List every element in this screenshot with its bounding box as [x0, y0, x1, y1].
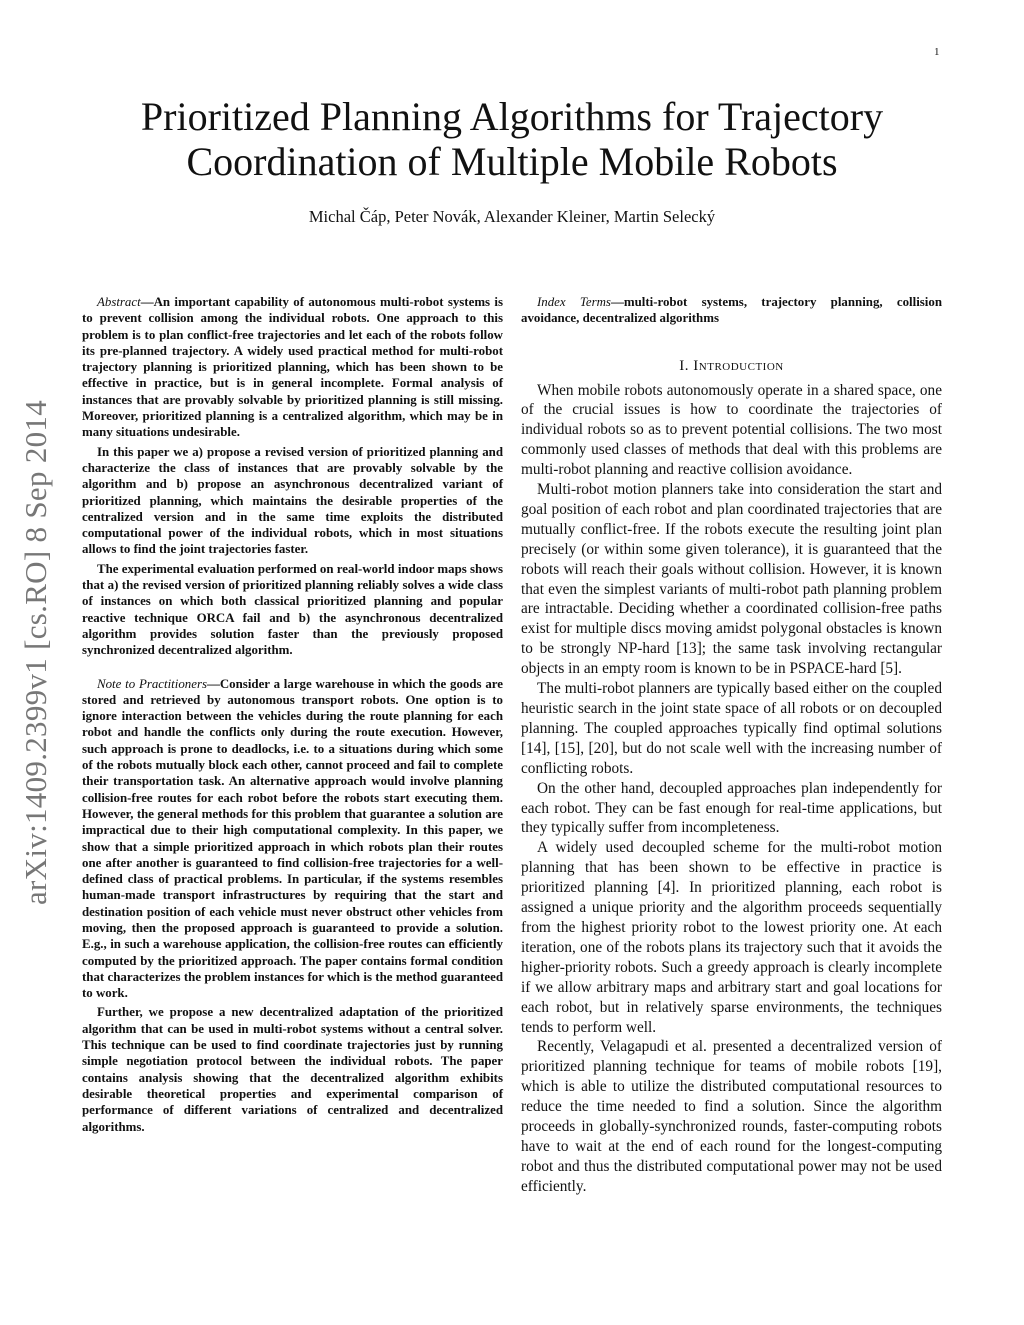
abstract-paragraph	[82, 294, 503, 441]
paper-title	[0, 94, 1024, 184]
title-line-2: Coordination of Multiple Mobile Robots	[186, 139, 838, 184]
section-heading	[521, 357, 942, 377]
note-paragraph	[82, 676, 503, 1002]
section-title: Introduction	[693, 357, 784, 374]
note-label: Note to Practitioners	[97, 676, 207, 691]
intro-paragraph: On the other hand, decoupled approaches plan independently for each robot. They can be fast enough for real-time applications, but they typically suffer from incompleteness.	[521, 779, 942, 837]
index-terms	[521, 294, 942, 327]
left-column	[82, 294, 503, 1138]
note-paragraph: Further, we propose a new decentralized adaptation of the prioritized algorithm that can be used in multi-robot systems without a central solver. This technique can be used to find coordinate trajectories just by running simple negotiation protocol between the individual robots. The paper contains analysis showing that the decentralized algorithm exhibits desirable theoretical properties and experimental comparison of performance of different variations of centralized and decentralized algorithms.	[82, 1005, 503, 1134]
intro-paragraph: Multi-robot motion planners take into consideration the start and goal position of each robot and plan coordinated trajectories that are mutually conflict-free. If the robots execute the resulting joint plan precisely (or within some given tolerance), it is guaranteed that the robots will reach their goals without collision. However, it is known that even the simplest variants of multi-robot path planning problem are intractable. Deciding whether a coordinated collision-free paths exist for multiple discs moving amidst polygonal obstacles is known to be strongly NP-hard [13]; the same task involving rectangular objects in an empty room is known to be in PSPACE-hard [5].	[521, 481, 942, 678]
abstract-text: —An important capability of autonomous multi-robot systems is to prevent collision among the individual robots. One approach to this problem is to plan conflict-free trajectories and let each of the robots follow its pre-planned trajectory. A widely used practical method for multi-robot trajectory planning is prioritized planning, which has been shown to be effective in practice, but is in general incomplete. Formal analysis of instances that are provably solvable by prioritized planning is still missing. Moreover, prioritized planning is a centralized algorithm, which may be in many situations undesirable.	[82, 295, 503, 440]
page-number: 1	[934, 46, 940, 58]
section-number: I.	[679, 357, 690, 374]
index-terms-label: Index Terms	[537, 295, 611, 309]
note-text: —Consider a large warehouse in which the goods are stored and retrieved by autonomous transport robots. One option is to ignore interaction between the vehicles during the route planning for each robot and handle the conflicts only during the route execution. However, such approach is prone to deadlocks, i.e. to a situations during which some of the robots mutually block each other, cannot proceed and fail to complete their transportation task. An alternative approach would involve planning collision-free routes for each robot before the robots start executing them. However, the general methods for this problem that guarantee a solution are impractical due to their high computational complexity. In this paper, we show that a simple prioritized approach in which robots plan their routes one after another is guaranteed to find collision-free trajectories for a well-defined class of practical problems. In particular, if the systems resembles human-made transport infrastructures by requiring that the start and destination position of each vehicle must never obstruct other vehicles from moving, then the proposed approach is guaranteed to provide a solution. E.g., in such a warehouse application, the collision-free routes can efficiently computed by the prioritized approach. The paper contains formal condition that characterizes the problem instances for which is the method guaranteed to work.	[82, 676, 503, 1001]
abstract-label: Abstract	[97, 295, 141, 309]
index-terms-text: —multi-robot systems, trajectory planning, collision avoidance, decentralized algorithms	[521, 295, 942, 326]
abstract-paragraph: In this paper we a) propose a revised version of prioritized planning and characterize the class of instances that are provably solvable by the algorithm and b) propose an asynchronous decentralized variant of prioritized planning, which maintains the desirable properties of the centralized version and in the same time exploits the distributed computational power of the individual robots, which in most situations allows to find the joint trajectories faster.	[82, 444, 503, 557]
authors: Michal Čáp, Peter Novák, Alexander Kleiner, Martin Selecký	[308, 207, 716, 226]
intro-paragraph: When mobile robots autonomously operate in a shared space, one of the crucial issues is how to coordinate the trajectories of individual robots so as to prevent potential collisions. The two most commonly used classes of methods that deal with this problems are multi-robot planning and reactive collision avoidance.	[521, 381, 942, 479]
arxiv-stamp: arXiv:1409.2399v1 [cs.RO] 8 Sep 2014	[18, 399, 53, 905]
right-column	[521, 294, 942, 1197]
intro-paragraph: Recently, Velagapudi et al. presented a decentralized version of prioritized planning technique for teams of mobile robots [19], which is able to utilize the distributed computational resources to reduce the time needed to find a solution. Since the algorithm proceeds in globally-synchronized rounds, faster-computing robots have to wait at the end of each round for the longest-computing robot and thus the distributed computational power may not be used efficiently.	[521, 1038, 942, 1195]
intro-paragraph: A widely used decoupled scheme for the multi-robot motion planning that has been shown to be effective in practice is prioritized planning [4]. In prioritized planning, each robot is assigned a unique priority and the algorithm proceeds sequentially from the highest priority robot to the lowest priority one. At each iteration, one of the robots plans its trajectory such that it avoids the higher-priority robots. Such a greedy approach is clearly incomplete if we allow arbitrary maps and arbitrary start and goal locations for each robot, but in relatively sparse environments, the techniques tends to perform well.	[521, 839, 942, 1036]
intro-paragraph: The multi-robot planners are typically based either on the coupled heuristic search in the joint state space of all robots or on decoupled planning. The coupled approaches typically find optimal solutions [14], [15], [20], but do not scale well with the increasing number of conflicting robots.	[521, 680, 942, 777]
abstract-paragraph: The experimental evaluation performed on real-world indoor maps shows that a) the revised version of prioritized planning reliably solves a wide class of instances on which both classical prioritized planning and popular reactive technique ORCA fail and b) the asynchronous decentralized algorithm provides solution faster than the previously proposed synchronized decentralized algorithm.	[82, 561, 503, 658]
title-line-1: Prioritized Planning Algorithms for Trajectory	[140, 94, 884, 139]
